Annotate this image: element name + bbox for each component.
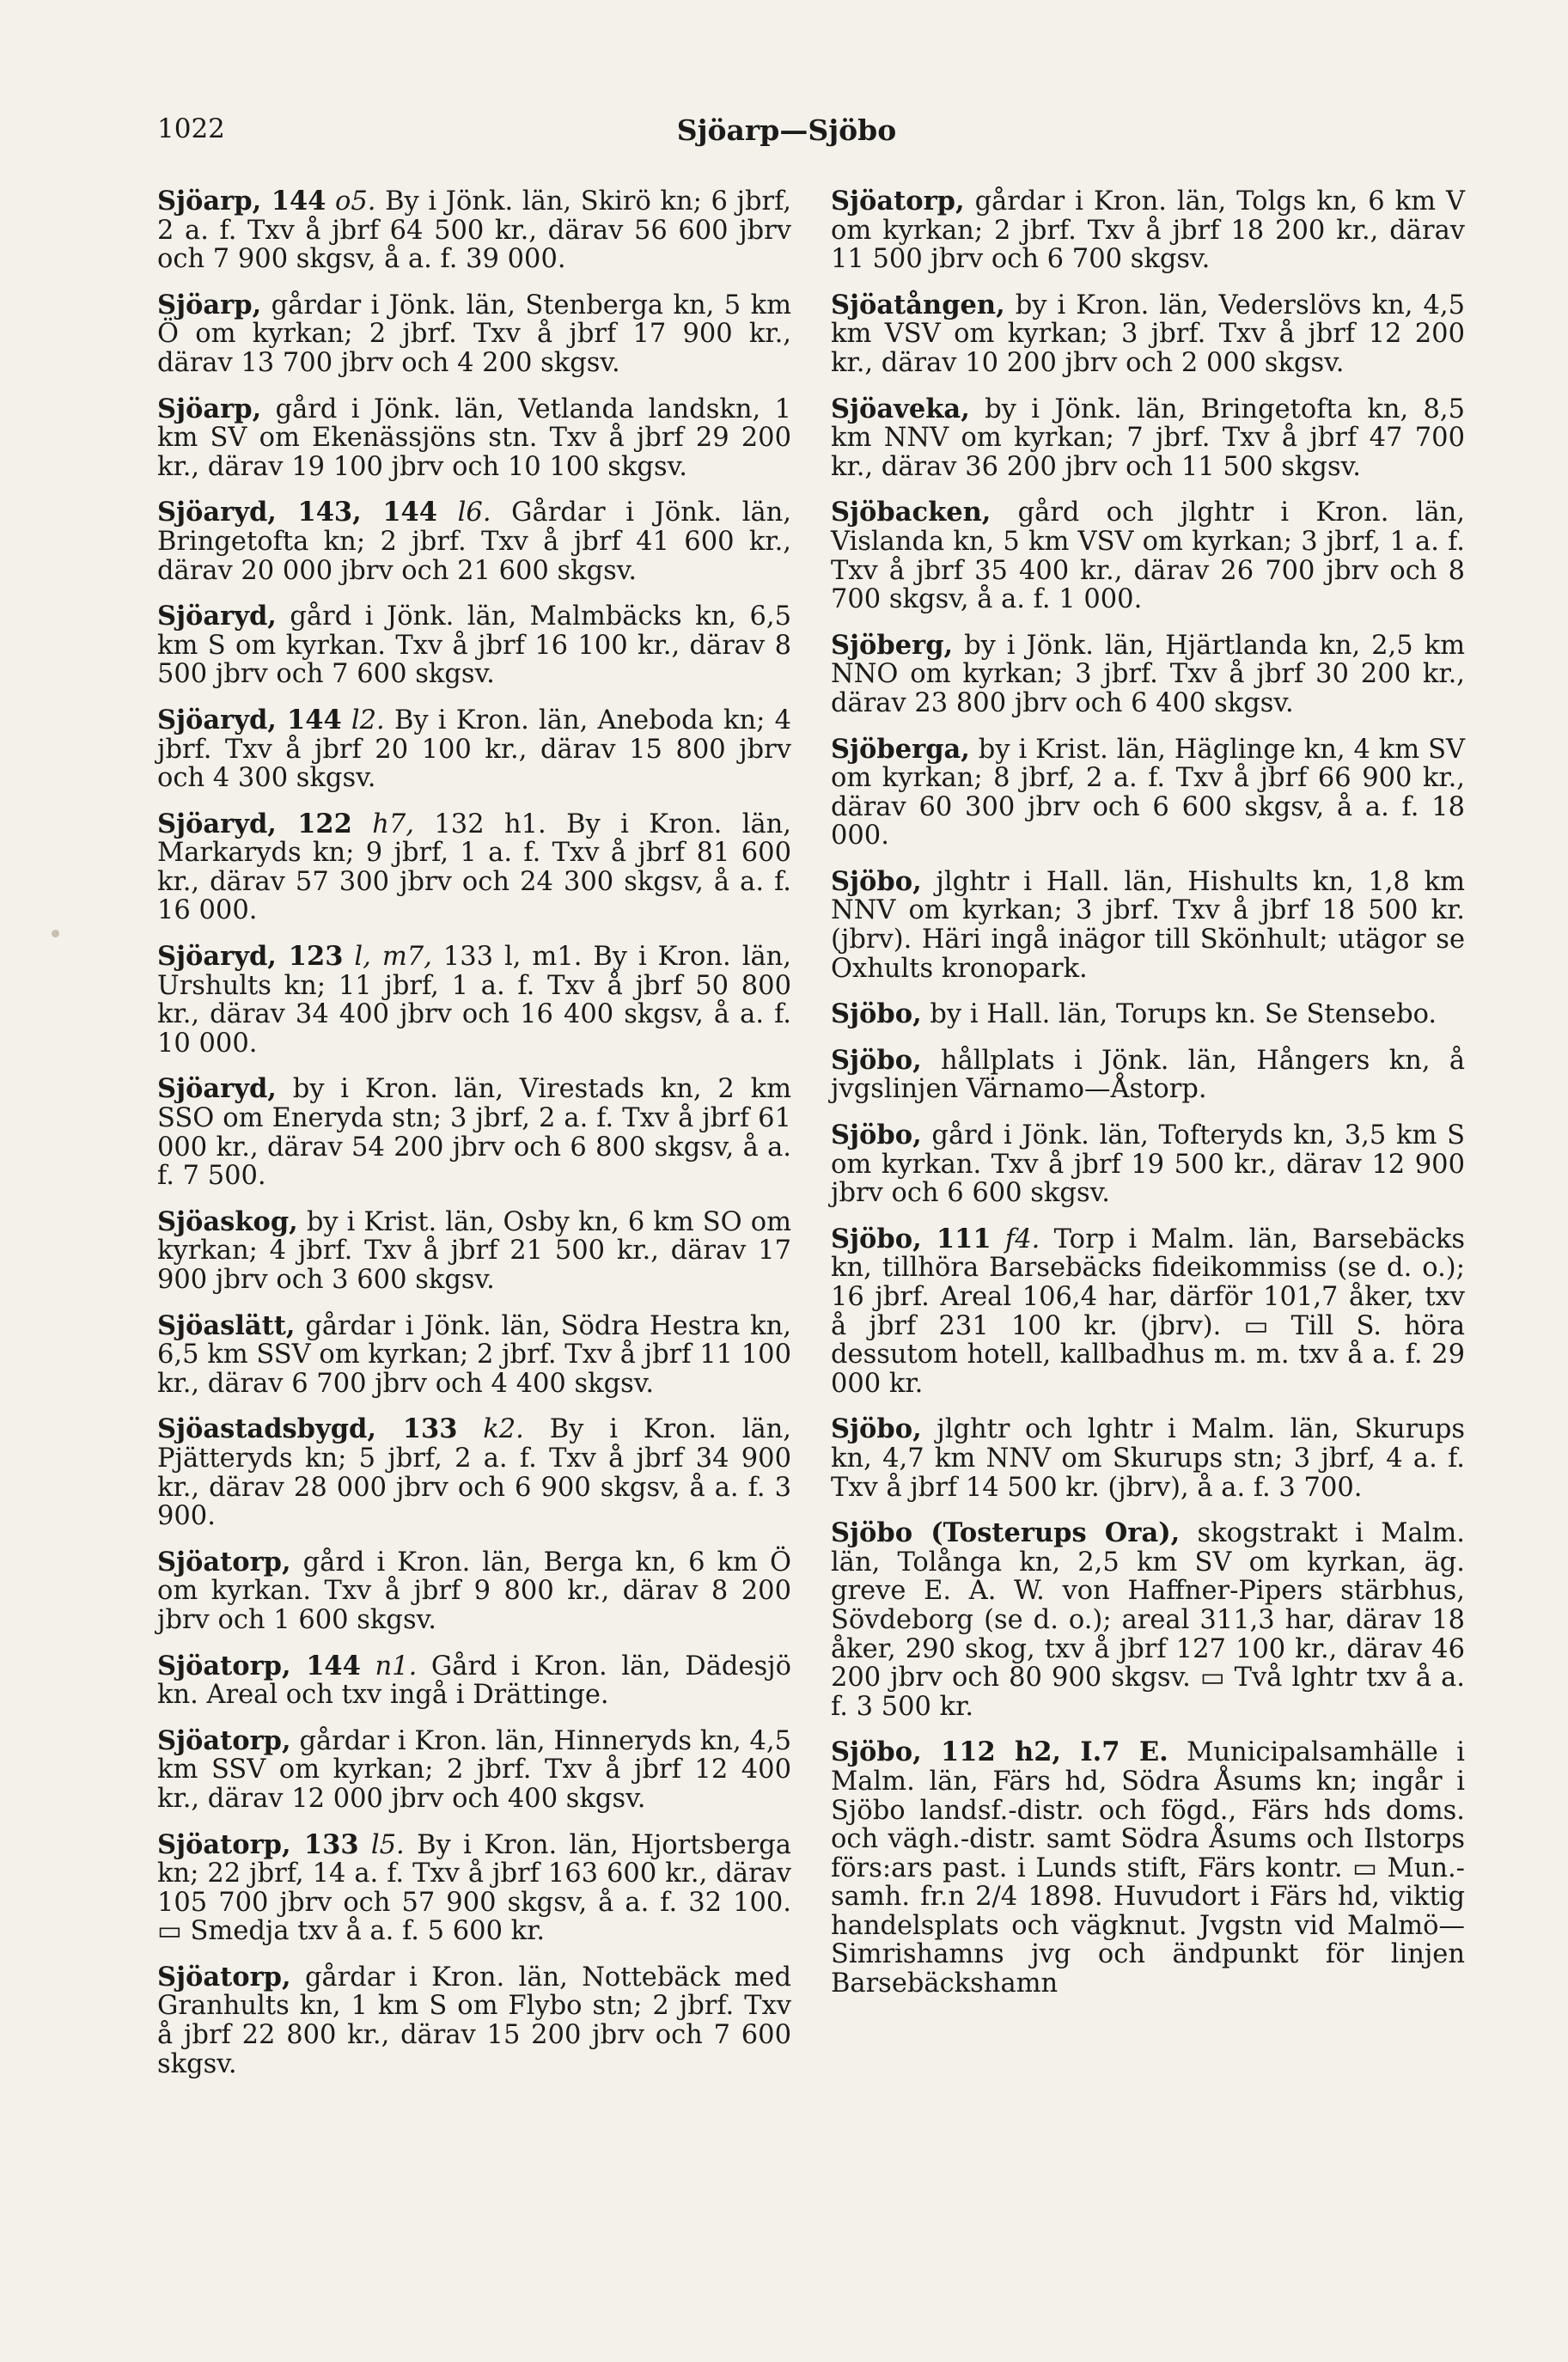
entry-text: by i Kron. län, Virestads kn, 2 km SSO om Eneryda stn; 3 jbrf, 2 a. f. Txv å jbrf 61 000 kr., därav 54 200 jbrv och 6 800 skgsv, å a. f. 7 500.: [157, 1074, 791, 1192]
entry-headword: Sjöarp, 144: [157, 186, 326, 217]
entry-headword: Sjöatången,: [831, 289, 1005, 320]
dictionary-entry: [831, 187, 1465, 274]
entry-headword: Sjöbacken,: [831, 497, 991, 528]
entry-headword: Sjöbo, 111: [831, 1223, 991, 1254]
entry-map-reference: h7,: [351, 809, 414, 839]
entry-text: gårdar i Kron. län, Tolgs kn, 6 km V om kyrkan; 2 jbrf. Txv å jbrf 18 200 kr., därav 11 500 jbrv och 6 700 skgsv.: [831, 186, 1465, 275]
entry-headword: Sjöaveka,: [831, 393, 970, 424]
entry-text: skogstrakt i Malm. län, Tolånga kn, 2,5 km SV om kyrkan, äg. greve E. A. W. von Haffner-Pipers stärbhus, Sövdeborg (se d. o.); areal 311,3 har, därav 18 åker, 290 skog, txv å jbrf 127 100 kr., därav 46 200 jbrv och 80 900 skgsv. ▭ Två lghtr txv å a. f. 3 500 kr.: [831, 1518, 1465, 1722]
entry-text: By i Kron. län, Pjätteryds kn; 5 jbrf, 2 a. f. Txv å jbrf 34 900 kr., därav 28 000 jbrv och 6 900 skgsv, å a. f. 3 900.: [157, 1414, 792, 1532]
entry-text: by i Krist. län, Osby kn, 6 km SO om kyrkan; 4 jbrf. Txv å jbrf 21 500 kr., därav 17 900 jbrv och 3 600 skgsv.: [157, 1206, 791, 1295]
dictionary-entry: [157, 1075, 791, 1190]
entry-headword: Sjöaryd,: [157, 601, 277, 632]
dictionary-entry: [157, 810, 791, 925]
dictionary-entry: [831, 1415, 1465, 1502]
entry-headword: Sjöbo,: [831, 1120, 922, 1151]
entry-headword: Sjöberg,: [831, 629, 954, 661]
entry-headword: Sjöbo (Tosterups Ora),: [831, 1517, 1181, 1549]
dictionary-entry: [831, 498, 1465, 613]
dictionary-entry: [157, 1652, 791, 1710]
entry-headword: Sjöaskog,: [157, 1205, 298, 1237]
dictionary-entry: [831, 865, 1465, 984]
dictionary-entry: [157, 943, 791, 1058]
entry-text: by i Hall. län, Torups kn. Se Stensebo.: [921, 999, 1437, 1030]
dictionary-entry: [157, 187, 791, 274]
entry-text: Municipalsamhälle i Malm. län, Färs hd, Södra Åsums kn; ingår i Sjöbo landsf.-distr. och fögd., Färs hds doms. och vägh.-distr. samt Södra Åsums och Ilstorps förs:ars past. i Lunds stift, Färs kontr. ▭ Mun.-samh. fr.n 2/4 1898. Huvudort i Färs hd, viktig handelsplats och vägknut. Jvgstn vid Malmö—Simrishamns jvg och ändpunkt för linjen Barsebäckshamn: [831, 1737, 1465, 1999]
left-column: [157, 187, 791, 2096]
dictionary-entry: [157, 1415, 791, 1530]
entry-text: hållplats i Jönk. län, Hångers kn, å jvgslinjen Värnamo—Åstorp.: [831, 1045, 1465, 1105]
entry-text: gård i Jönk. län, Vetlanda landskn, 1 km SV om Ekenässjöns stn. Txv å jbrf 29 200 kr., därav 19 100 jbrv och 10 100 skgsv.: [157, 394, 791, 482]
entry-headword: Sjöbo,: [831, 998, 922, 1030]
entry-text: by i Krist. län, Häglinge kn, 4 km SV om kyrkan; 8 jbrf, 2 a. f. Txv å jbrf 66 900 kr., därav 60 300 jbrv och 6 600 skgsv, å a. f. 18 000.: [831, 734, 1465, 851]
entry-text: gårdar i Kron. län, Hinneryds kn, 4,5 km SSV om kyrkan; 2 jbrf. Txv å jbrf 12 400 kr., därav 12 000 jbrv och 400 skgsv.: [157, 1725, 791, 1814]
entry-text: gårdar i Jönk. län, Södra Hestra kn, 6,5 km SSV om kyrkan; 2 jbrf. Txv å jbrf 11 100 kr., därav 6 700 jbrv och 4 400 skgsv.: [157, 1310, 791, 1399]
dictionary-entry: [831, 735, 1465, 851]
entry-text: gård i Jönk. län, Tofteryds kn, 3,5 km S om kyrkan. Txv å jbrf 19 500 kr., därav 12 900 jbrv och 6 600 skgsv.: [831, 1120, 1465, 1209]
dictionary-entry: [157, 1548, 791, 1635]
entry-headword: Sjöaryd, 143, 144: [157, 497, 438, 528]
dictionary-entry: [831, 1519, 1465, 1721]
entry-text: By i Jönk. län, Skirö kn; 6 jbrf, 2 a. f. Txv å jbrf 64 500 kr., därav 56 600 jbrv och 7 900 skgsv, å a. f. 39 000.: [157, 186, 791, 275]
entry-text: gård i Kron. län, Berga kn, 6 km Ö om kyrkan. Txv å jbrf 9 800 kr., därav 8 200 jbrv och 1 600 skgsv.: [157, 1547, 791, 1635]
entry-text: By i Kron. län, Aneboda kn; 4 jbrf. Txv å jbrf 20 100 kr., därav 15 800 jbrv och 4 300 skgsv.: [157, 705, 792, 794]
dictionary-entry: [831, 291, 1465, 378]
dictionary-entry: [157, 498, 791, 585]
entry-text: by i Jönk. län, Hjärtlanda kn, 2,5 km NNO om kyrkan; 3 jbrf. Txv å jbrf 30 200 kr., därav 23 800 jbrv och 6 400 skgsv.: [831, 630, 1465, 718]
entry-text: jlghtr och lghtr i Malm. län, Skurups kn, 4,7 km NNV om Skurups stn; 3 jbrf, 4 a. f. Txv å jbrf 14 500 kr. (jbrv), å a. f. 3 700.: [831, 1414, 1465, 1503]
entry-text: Gårdar i Jönk. län, Bringetofta kn; 2 jbrf. Txv å jbrf 41 600 kr., därav 20 000 jbrv och 21 600 skgsv.: [157, 497, 791, 586]
entry-text: jlghtr i Hall. län, Hishults kn, 1,8 km NNV om kyrkan; 3 jbrf. Txv å jbrf 18 500 kr. (jbrv). Häri ingå inägor till Skönhult; utägor se Oxhults kronopark.: [831, 866, 1465, 984]
entry-headword: Sjöatorp,: [157, 1961, 291, 1993]
entry-map-reference: l2.: [341, 705, 385, 735]
entry-map-reference: o5.: [326, 186, 376, 217]
entry-text: gårdar i Jönk. län, Stenberga kn, 5 km Ö om kyrkan; 2 jbrf. Txv å jbrf 17 900 kr., därav 13 700 jbrv och 4 200 skgsv.: [157, 290, 791, 378]
entry-headword: Sjöberga,: [831, 733, 970, 765]
entry-text: by i Jönk. län, Bringetofta kn, 8,5 km NNV om kyrkan; 7 jbrf. Txv å jbrf 47 700 kr., därav 36 200 jbrv och 11 500 skgsv.: [831, 394, 1465, 482]
entry-headword: Sjöarp,: [157, 289, 262, 320]
entry-headword: Sjöbo, 112 h2, I.7 E.: [831, 1736, 1168, 1768]
entry-headword: Sjöastadsbygd, 133: [157, 1413, 458, 1445]
dictionary-entry: [831, 1121, 1465, 1208]
entry-headword: Sjöatorp,: [831, 186, 965, 217]
margin-speck: [52, 930, 59, 937]
dictionary-entry: [157, 1963, 791, 2078]
dictionary-entry: [157, 1724, 791, 1814]
entry-headword: Sjöbo,: [831, 1413, 922, 1445]
entry-headword: Sjöatorp,: [157, 1546, 291, 1578]
dictionary-entry: [157, 706, 791, 793]
entry-headword: Sjöbo,: [831, 865, 922, 897]
dictionary-entry: [831, 1225, 1465, 1399]
page-number: 1022: [157, 113, 225, 144]
entry-map-reference: f4.: [991, 1224, 1040, 1254]
entry-headword: Sjöatorp, 133: [157, 1828, 359, 1860]
dictionary-entry: [157, 395, 791, 482]
dictionary-entry: [157, 1828, 791, 1947]
entry-text: By i Kron. län, Hjortsberga kn; 22 jbrf, 14 a. f. Txv å jbrf 163 600 kr., därav 105 700 jbrv och 57 900 skgsv, å a. f. 32 100. ▭ Smedja txv å a. f. 5 600 kr.: [157, 1829, 791, 1947]
entry-text: 132 h1. By i Kron. län, Markaryds kn; 9 jbrf, 1 a. f. Txv å jbrf 81 600 kr., därav 57 300 jbrv och 24 300 skgsv, å a. f. 16 000.: [157, 809, 791, 926]
entry-headword: Sjöarp,: [157, 393, 262, 424]
entry-map-reference: l5.: [358, 1829, 405, 1860]
entry-text: gård i Jönk. län, Malmbäcks kn, 6,5 km S om kyrkan. Txv å jbrf 16 100 kr., därav 8 500 jbrv och 7 600 skgsv.: [157, 601, 791, 690]
dictionary-entry: [157, 291, 791, 378]
dictionary-entry: [831, 1044, 1465, 1105]
entry-headword: Sjöaryd, 144: [157, 704, 342, 735]
dictionary-entry: [157, 602, 791, 689]
dictionary-entry: [831, 1000, 1465, 1029]
dictionary-entry: [831, 629, 1465, 718]
entry-text: Torp i Malm. län, Barsebäcks kn, tillhöra Barsebäcks fideikommiss (se d. o.); 16 jbrf. Areal 106,4 har, därför 101,7 åker, txv å jbrf 231 100 kr. (jbrv). ▭ Till S. höra dessutom hotell, kallbadhus m. m. txv å a. f. 29 000 kr.: [831, 1224, 1465, 1399]
entry-headword: Sjöatorp,: [157, 1724, 291, 1756]
entry-map-reference: n1.: [360, 1651, 418, 1681]
page-header: [157, 113, 1416, 156]
entry-map-reference: k2.: [457, 1414, 524, 1445]
entry-map-reference: l, m7,: [343, 942, 432, 973]
right-column: [831, 187, 1465, 2016]
dictionary-entry: [157, 1205, 791, 1295]
entry-headword: Sjöaryd, 123: [157, 941, 344, 973]
entry-headword: Sjöatorp, 144: [157, 1650, 361, 1681]
running-title: Sjöarp—Sjöbo: [676, 113, 897, 147]
entry-text: gård och jlghtr i Kron. län, Vislanda kn, 5 km VSV om kyrkan; 3 jbrf, 1 a. f. Txv å jbrf 35 400 kr., därav 26 700 jbrv och 8 700 skgsv, å a. f. 1 000.: [831, 497, 1465, 615]
entry-text: Gård i Kron. län, Dädesjö kn. Areal och txv ingå i Drättinge.: [157, 1651, 791, 1711]
dictionary-entry: [831, 1738, 1465, 1998]
entry-map-reference: l6.: [437, 497, 491, 528]
entry-headword: Sjöaryd,: [157, 1073, 277, 1105]
entry-headword: Sjöaslätt,: [157, 1309, 296, 1341]
entry-text: by i Kron. län, Vederslövs kn, 4,5 km VSV om kyrkan; 3 jbrf. Txv å jbrf 12 200 kr., därav 10 200 jbrv och 2 000 skgsv.: [831, 290, 1465, 378]
entry-text: 133 l, m1. By i Kron. län, Urshults kn; 11 jbrf, 1 a. f. Txv å jbrf 50 800 kr., därav 34 400 jbrv och 16 400 skgsv, å a. f. 10 000.: [157, 942, 791, 1059]
dictionary-entry: [831, 395, 1465, 482]
dictionary-entry: [157, 1309, 791, 1399]
entry-headword: Sjöaryd, 122: [157, 808, 352, 839]
entry-headword: Sjöbo,: [831, 1044, 922, 1076]
entry-text: gårdar i Kron. län, Nottebäck med Granhults kn, 1 km S om Flybo stn; 2 jbrf. Txv å jbrf 22 800 kr., därav 15 200 jbrv och 7 600 skgsv.: [157, 1962, 791, 2079]
